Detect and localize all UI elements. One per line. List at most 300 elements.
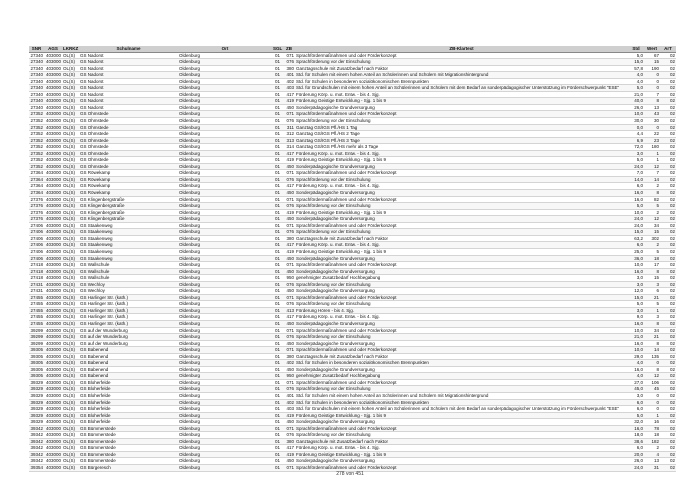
cell-sgl: 01 — [272, 176, 283, 183]
cell-ags: 403000 — [45, 170, 61, 176]
cell-zb: 450 — [283, 268, 295, 275]
cell-zb: 450 — [283, 340, 295, 347]
cell-ags: 403000 — [45, 301, 61, 307]
cell-std: 24,0 — [628, 465, 644, 472]
cell-zb-klartext: Sprachförderung vor der Einschulung — [295, 386, 628, 393]
cell-art: 02 — [660, 118, 676, 125]
cell-snr: 27352 — [30, 157, 43, 163]
cell-art: 02 — [660, 209, 676, 216]
cell-sgl: 01 — [272, 281, 283, 288]
cell-zb-klartext: Sprachfördermaßnahmen und oder Förderkonzept — [295, 425, 628, 432]
cell-std: 24,0 — [628, 222, 644, 229]
cell-snr: 27352 — [30, 150, 43, 156]
cell-ags: 403000 — [45, 360, 61, 366]
cell-wert: 5 — [644, 248, 660, 255]
cell-sgl: 01 — [272, 307, 283, 314]
cell-ags: 403000 — [45, 176, 61, 182]
cell-ort: Oldenburg — [178, 451, 272, 458]
cell-ags: 403000 — [45, 255, 61, 261]
cell-snr: 27352 — [30, 131, 43, 137]
cell-lkrkz: OL(S) — [62, 268, 79, 275]
cell-zb-klartext: Förderung Geistige Entwicklung - Sjg. 1 bis 9 — [295, 98, 628, 105]
cell-ags: 403000 — [45, 334, 61, 340]
cell-ort: Oldenburg — [178, 327, 272, 334]
cell-zb-klartext: Sonderpädagogische Grundversorgung — [295, 216, 628, 223]
cell-snr: 39305 — [30, 347, 43, 353]
cell-ort: Oldenburg — [178, 137, 272, 144]
cell-ags: 403000 — [45, 124, 61, 130]
cell-lkrkz: OL(S) — [62, 301, 79, 308]
cell-std: 5,0 — [628, 85, 644, 92]
cell-ags: 403000 — [45, 52, 61, 58]
cell-art: 02 — [660, 386, 676, 393]
cell-zb: 076 — [283, 386, 295, 393]
cell-snr: 39342 — [30, 425, 43, 431]
cell-schulname: GS Bümmerstede — [79, 451, 178, 458]
cell-schulname: GS Klingenbergstraße — [79, 203, 178, 210]
cell-schulname: GS Harlinger Str. (kath.) — [79, 294, 178, 301]
cell-ags: 403000 — [45, 222, 61, 228]
cell-std: 5,0 — [628, 203, 644, 210]
cell-art: 02 — [660, 392, 676, 399]
cell-art: 02 — [660, 399, 676, 406]
cell-snr: 27340 — [30, 65, 43, 71]
cell-snr: 27364 — [30, 190, 43, 196]
cell-lkrkz: OL(S) — [62, 406, 79, 413]
cell-schulname: GS auf der Wunderburg — [79, 340, 178, 347]
cell-lkrkz: OL(S) — [62, 432, 79, 439]
cell-zb-klartext: Sprachfördermaßnahmen und oder Förderkonzept — [295, 465, 628, 472]
cell-zb: 419 — [283, 248, 295, 255]
cell-zb: 417 — [283, 150, 295, 157]
cell-sgl: 01 — [272, 386, 283, 393]
cell-snr: 27340 — [30, 104, 43, 110]
cell-snr: 39299 — [30, 340, 43, 346]
cell-zb-klartext: Sonderpädagogische Grundversorgung — [295, 288, 628, 295]
cell-ort: Oldenburg — [178, 340, 272, 347]
cell-schulname: GS Bümmerstede — [79, 432, 178, 439]
cell-lkrkz: OL(S) — [62, 229, 79, 236]
cell-std: 27,0 — [628, 379, 644, 386]
table-body — [29, 52, 676, 471]
cell-ort: Oldenburg — [178, 98, 272, 105]
cell-wert: 2 — [644, 242, 660, 249]
cell-zb-klartext: Sonderpädagogische Grundversorgung — [295, 255, 628, 262]
cell-zb-klartext: Std. für Grundschulen mit einem hohen Anteil an Schülerinnen und Schülern mit dem Bedarf an sonderpädagogischer Unterstützung im Förderschwerpunkt "ESE" — [295, 85, 628, 92]
cell-schulname: GS Nadorst — [79, 85, 178, 92]
cell-ort: Oldenburg — [178, 353, 272, 360]
cell-zb-klartext: Förderung Geistige Entwicklung - Sjg. 1 bis 9 — [295, 248, 628, 255]
cell-schulname: GS Babenend — [79, 373, 178, 380]
cell-zb-klartext: Ganztag GS/IGS Pfl./HS mehr als 3 Tage — [295, 144, 628, 151]
cell-snr: 39329 — [30, 399, 43, 405]
cell-zb-klartext: Förderung Geistige Entwicklung - Sjg. 1 bis 9 — [295, 412, 628, 419]
cell-std: 36,0 — [628, 255, 644, 262]
cell-snr: 27376 — [30, 216, 43, 222]
cell-ort: Oldenburg — [178, 190, 272, 197]
cell-sgl: 01 — [272, 340, 283, 347]
cell-art: 02 — [660, 451, 676, 458]
cell-ags: 403000 — [45, 111, 61, 117]
cell-wert: 106 — [644, 379, 660, 386]
cell-lkrkz: OL(S) — [62, 373, 79, 380]
cell-ags: 403000 — [45, 85, 61, 91]
cell-snr: 27340 — [30, 59, 43, 65]
cell-zb: 419 — [283, 98, 295, 105]
cell-zb-klartext: Förderung Körp. u. mot. Entw. - bis 4. Sjg. — [295, 242, 628, 249]
cell-wert: 45 — [644, 386, 660, 393]
cell-std: 10,0 — [628, 111, 644, 118]
cell-wert: 6 — [644, 288, 660, 295]
cell-zb-klartext: Förderung Körp. u. mot. Entw. - bis 4. Sjg. — [295, 91, 628, 98]
cell-ort: Oldenburg — [178, 360, 272, 367]
cell-ort: Oldenburg — [178, 196, 272, 203]
cell-sgl: 01 — [272, 137, 283, 144]
cell-schulname: GS Bloherfelde — [79, 399, 178, 406]
cell-lkrkz: OL(S) — [62, 392, 79, 399]
cell-snr: 39305 — [30, 373, 43, 379]
cell-art: 02 — [660, 412, 676, 419]
cell-schulname: GS Röwekamp — [79, 190, 178, 197]
cell-zb: 419 — [283, 209, 295, 216]
cell-snr: 27364 — [30, 170, 43, 176]
cell-snr: 27406 — [30, 242, 43, 248]
cell-art: 02 — [660, 255, 676, 262]
cell-art: 02 — [660, 438, 676, 445]
cell-zb-klartext: Ganztagsschule mit Zusatzbedarf nach Faktor — [295, 353, 628, 360]
cell-lkrkz: OL(S) — [62, 379, 79, 386]
cell-zb-klartext: Sonderpädagogische Grundversorgung — [295, 104, 628, 111]
cell-schulname: GS Bloherfelde — [79, 419, 178, 426]
cell-wert: 0 — [644, 124, 660, 131]
cell-ort: Oldenburg — [178, 255, 272, 262]
cell-schulname: GS Ohmstede — [79, 137, 178, 144]
cell-sgl: 01 — [272, 419, 283, 426]
cell-std: 4,4 — [628, 131, 644, 138]
cell-art: 02 — [660, 196, 676, 203]
cell-ags: 403000 — [45, 281, 61, 287]
cell-ort: Oldenburg — [178, 314, 272, 321]
col-header-sgl: SGL — [273, 46, 283, 51]
cell-std: 15,0 — [628, 294, 644, 301]
cell-lkrkz: OL(S) — [62, 425, 79, 432]
cell-wert: 1 — [644, 157, 660, 164]
cell-art: 02 — [660, 59, 676, 66]
cell-std: 12,0 — [628, 288, 644, 295]
cell-art: 02 — [660, 248, 676, 255]
cell-sgl: 01 — [272, 412, 283, 419]
cell-lkrkz: OL(S) — [62, 52, 79, 59]
cell-sgl: 01 — [272, 78, 283, 85]
cell-lkrkz: OL(S) — [62, 111, 79, 118]
cell-ags: 403000 — [45, 268, 61, 274]
cell-ags: 403000 — [45, 353, 61, 359]
cell-wert: 8 — [644, 340, 660, 347]
cell-std: 4,0 — [628, 360, 644, 367]
cell-ort: Oldenburg — [178, 118, 272, 125]
cell-ort: Oldenburg — [178, 445, 272, 452]
cell-zb: 450 — [283, 458, 295, 465]
cell-art: 02 — [660, 465, 676, 472]
cell-lkrkz: OL(S) — [62, 203, 79, 210]
cell-sgl: 01 — [272, 334, 283, 341]
cell-sgl: 01 — [272, 65, 283, 72]
cell-snr: 39299 — [30, 334, 43, 340]
col-header-snr: SNR — [29, 46, 44, 52]
cell-snr: 39329 — [30, 412, 43, 418]
cell-ort: Oldenburg — [178, 412, 272, 419]
cell-std: 16,0 — [628, 268, 644, 275]
cell-zb-klartext: Förderung Körp. u. mot. Entw. - bis 4. Sjg. — [295, 445, 628, 452]
cell-schulname: GS Bümmerstede — [79, 425, 178, 432]
cell-schulname: GS Bümmerstede — [79, 445, 178, 452]
cell-lkrkz: OL(S) — [62, 458, 79, 465]
cell-std: 7,0 — [628, 170, 644, 177]
cell-std: 24,0 — [628, 216, 644, 223]
allocation-table — [29, 46, 676, 472]
cell-sgl: 01 — [272, 327, 283, 334]
cell-sgl: 01 — [272, 262, 283, 269]
cell-ort: Oldenburg — [178, 373, 272, 380]
cell-ags: 403000 — [45, 425, 61, 431]
cell-art: 02 — [660, 150, 676, 157]
cell-art: 02 — [660, 229, 676, 236]
cell-lkrkz: OL(S) — [62, 465, 79, 472]
cell-wert: 17 — [644, 262, 660, 269]
cell-art: 02 — [660, 65, 676, 72]
cell-schulname: GS Bloherfelde — [79, 379, 178, 386]
cell-sgl: 01 — [272, 104, 283, 111]
cell-zb: 313 — [283, 137, 295, 144]
cell-zb-klartext: Sprachfördermaßnahmen und oder Förderkonzept — [295, 347, 628, 354]
cell-snr: 27431 — [30, 288, 43, 294]
cell-sgl: 01 — [272, 373, 283, 380]
cell-zb: 380 — [283, 353, 295, 360]
cell-snr: 39329 — [30, 419, 43, 425]
cell-snr: 27406 — [30, 235, 43, 241]
cell-sgl: 01 — [272, 347, 283, 354]
cell-lkrkz: OL(S) — [62, 222, 79, 229]
col-header-zb-klartext: ZB-Klartext — [295, 46, 628, 52]
cell-snr: 39329 — [30, 406, 43, 412]
cell-wert: 31 — [644, 465, 660, 472]
cell-std: 16,0 — [628, 425, 644, 432]
cell-ort: Oldenburg — [178, 399, 272, 406]
cell-wert: 12 — [644, 163, 660, 170]
cell-sgl: 01 — [272, 366, 283, 373]
cell-zb-klartext: Ganztag GS/IGS Pfl./HS 3 Tage — [295, 137, 628, 144]
cell-std: 6,9 — [628, 137, 644, 144]
cell-std: 3,0 — [628, 392, 644, 399]
cell-wert: 1 — [644, 150, 660, 157]
cell-schulname: GS Nadorst — [79, 98, 178, 105]
cell-schulname: GS Wallschule — [79, 262, 178, 269]
cell-snr: 27431 — [30, 281, 43, 287]
cell-ags: 403000 — [45, 183, 61, 189]
cell-wert: 30 — [644, 118, 660, 125]
cell-art: 02 — [660, 281, 676, 288]
cell-lkrkz: OL(S) — [62, 124, 79, 131]
cell-art: 02 — [660, 85, 676, 92]
cell-snr: 27352 — [30, 111, 43, 117]
cell-std: 6,0 — [628, 183, 644, 190]
cell-sgl: 01 — [272, 432, 283, 439]
cell-zb: 071 — [283, 196, 295, 203]
cell-zb-klartext: Sonderpädagogische Grundversorgung — [295, 268, 628, 275]
cell-zb: 450 — [283, 216, 295, 223]
cell-art: 02 — [660, 235, 676, 242]
cell-std: 4,0 — [628, 72, 644, 79]
cell-zb-klartext: Sonderpädagogische Grundversorgung — [295, 366, 628, 373]
cell-schulname: GS Babenend — [79, 353, 178, 360]
cell-sgl: 01 — [272, 353, 283, 360]
cell-ags: 403000 — [45, 203, 61, 209]
cell-lkrkz: OL(S) — [62, 78, 79, 85]
cell-schulname: GS Nadorst — [79, 59, 178, 66]
cell-schulname: GS Ohmstede — [79, 111, 178, 118]
cell-zb: 417 — [283, 183, 295, 190]
cell-ags: 403000 — [45, 451, 61, 457]
cell-schulname: GS Klingenbergstraße — [79, 209, 178, 216]
cell-std: 15,0 — [628, 59, 644, 66]
cell-wert: 0 — [644, 72, 660, 79]
cell-wert: 67 — [644, 52, 660, 59]
cell-sgl: 01 — [272, 320, 283, 327]
cell-art: 02 — [660, 406, 676, 413]
cell-zb: 312 — [283, 131, 295, 138]
cell-zb-klartext: Sprachförderung vor der Einschulung — [295, 229, 628, 236]
cell-ags: 403000 — [45, 144, 61, 150]
cell-ags: 403000 — [45, 294, 61, 300]
cell-zb: 071 — [283, 425, 295, 432]
cell-lkrkz: OL(S) — [62, 150, 79, 157]
cell-std: 3,0 — [628, 307, 644, 314]
cell-ags: 403000 — [45, 59, 61, 65]
cell-ort: Oldenburg — [178, 425, 272, 432]
cell-zb: 450 — [283, 163, 295, 170]
cell-art: 02 — [660, 137, 676, 144]
cell-lkrkz: OL(S) — [62, 104, 79, 111]
col-header-ags: AGS — [44, 46, 62, 52]
cell-schulname: GS Röwekamp — [79, 170, 178, 177]
cell-snr: 27340 — [30, 72, 43, 78]
cell-ort: Oldenburg — [178, 242, 272, 249]
cell-schulname: GS Ohmstede — [79, 118, 178, 125]
cell-zb: 076 — [283, 229, 295, 236]
cell-sgl: 01 — [272, 111, 283, 118]
cell-ort: Oldenburg — [178, 124, 272, 131]
cell-lkrkz: OL(S) — [62, 137, 79, 144]
cell-art: 02 — [660, 190, 676, 197]
cell-art: 02 — [660, 124, 676, 131]
cell-ort: Oldenburg — [178, 59, 272, 66]
cell-snr: 27340 — [30, 78, 43, 84]
cell-ags: 403000 — [45, 399, 61, 405]
cell-ags: 403000 — [45, 91, 61, 97]
cell-ags: 403000 — [45, 432, 61, 438]
cell-lkrkz: OL(S) — [62, 72, 79, 79]
cell-schulname: GS Babenend — [79, 366, 178, 373]
cell-lkrkz: OL(S) — [62, 163, 79, 170]
cell-wert: 43 — [644, 111, 660, 118]
cell-wert: 18 — [644, 255, 660, 262]
cell-zb-klartext: Ganztagsschule mit Zusatzbedarf nach Faktor — [295, 65, 628, 72]
cell-zb: 402 — [283, 360, 295, 367]
cell-schulname: GS Nadorst — [79, 65, 178, 72]
cell-ags: 403000 — [45, 209, 61, 215]
cell-zb: 402 — [283, 399, 295, 406]
cell-snr: 27406 — [30, 248, 43, 254]
cell-art: 02 — [660, 288, 676, 295]
cell-art: 02 — [660, 242, 676, 249]
cell-zb-klartext: Sonderpädagogische Grundversorgung — [295, 320, 628, 327]
cell-std: 5,0 — [628, 157, 644, 164]
cell-std: 6,0 — [628, 406, 644, 413]
cell-ags: 403000 — [45, 412, 61, 418]
cell-ort: Oldenburg — [178, 320, 272, 327]
cell-lkrkz: OL(S) — [62, 353, 79, 360]
cell-art: 02 — [660, 301, 676, 308]
cell-snr: 27352 — [30, 144, 43, 150]
cell-snr: 39305 — [30, 353, 43, 359]
cell-art: 02 — [660, 347, 676, 354]
cell-sgl: 01 — [272, 399, 283, 406]
cell-snr: 39305 — [30, 366, 43, 372]
cell-wert: 190 — [644, 65, 660, 72]
cell-art: 02 — [660, 157, 676, 164]
cell-art: 02 — [660, 294, 676, 301]
cell-lkrkz: OL(S) — [62, 412, 79, 419]
cell-zb: 417 — [283, 314, 295, 321]
cell-zb-klartext: Förderung Körp. u. mot. Entw. - bis 4. Sjg. — [295, 150, 628, 157]
cell-ags: 403000 — [45, 373, 61, 379]
cell-schulname: GS Nadorst — [79, 52, 178, 59]
cell-ort: Oldenburg — [178, 294, 272, 301]
cell-schulname: GS Wechloy — [79, 288, 178, 295]
cell-wert: 1 — [644, 307, 660, 314]
cell-schulname: GS Bümmerstede — [79, 438, 178, 445]
cell-lkrkz: OL(S) — [62, 334, 79, 341]
cell-wert: 4 — [644, 451, 660, 458]
cell-sgl: 01 — [272, 268, 283, 275]
cell-snr: 27418 — [30, 262, 43, 268]
cell-wert: 3 — [644, 314, 660, 321]
cell-art: 02 — [660, 183, 676, 190]
cell-ort: Oldenburg — [178, 203, 272, 210]
cell-ort: Oldenburg — [178, 52, 272, 59]
cell-art: 02 — [660, 268, 676, 275]
cell-lkrkz: OL(S) — [62, 438, 79, 445]
cell-zb-klartext: Sprachförderung vor der Einschulung — [295, 334, 628, 341]
cell-std: 21,0 — [628, 334, 644, 341]
cell-ort: Oldenburg — [178, 386, 272, 393]
cell-zb: 071 — [283, 52, 295, 59]
cell-art: 02 — [660, 419, 676, 426]
cell-snr: 27376 — [30, 203, 43, 209]
cell-wert: 135 — [644, 353, 660, 360]
cell-zb: 071 — [283, 327, 295, 334]
cell-schulname: GS Harlinger Str. (kath.) — [79, 314, 178, 321]
cell-zb: 071 — [283, 294, 295, 301]
cell-ort: Oldenburg — [178, 366, 272, 373]
cell-schulname: GS Staakenweg — [79, 242, 178, 249]
cell-lkrkz: OL(S) — [62, 183, 79, 190]
cell-std: 10,0 — [628, 327, 644, 334]
cell-zb: 076 — [283, 301, 295, 308]
cell-snr: 27455 — [30, 320, 43, 326]
cell-lkrkz: OL(S) — [62, 190, 79, 197]
cell-ags: 403000 — [45, 248, 61, 254]
